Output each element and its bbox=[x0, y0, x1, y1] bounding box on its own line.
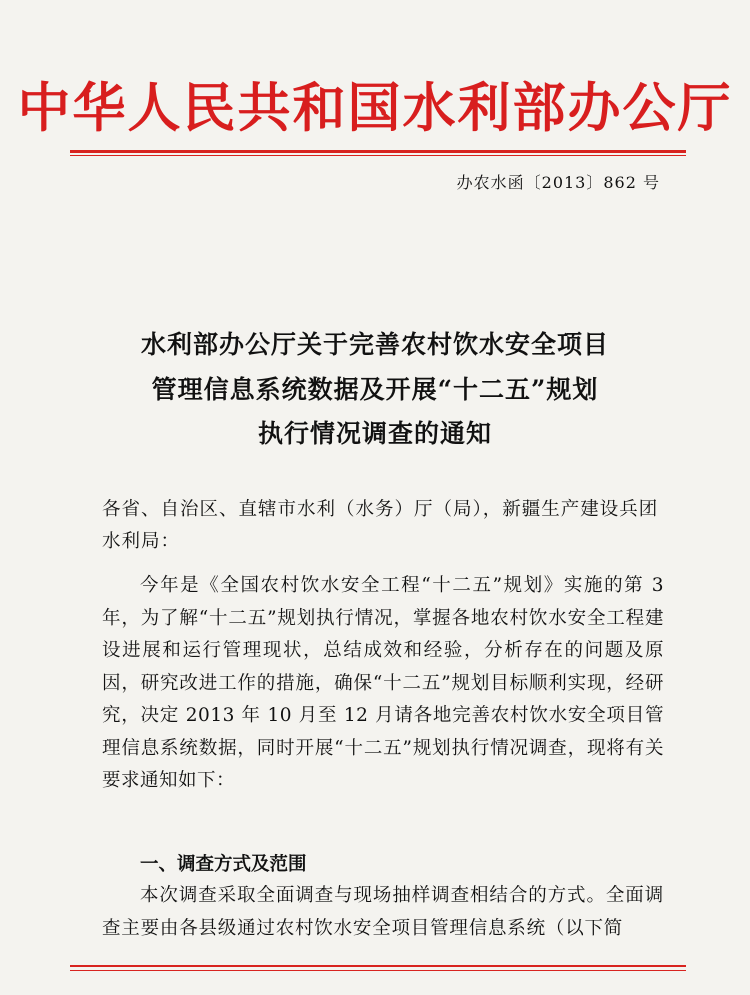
header-red-rule-thick bbox=[70, 150, 686, 153]
section-heading-1: 一、调查方式及范围 bbox=[140, 854, 307, 875]
issuing-office-title: 中华人民共和国水利部办公厅 bbox=[17, 77, 733, 139]
body-paragraph-2: 本次调查采取全面调查与现场抽样调查相结合的方式。全面调查主要由各县级通过农村饮水安全项目管理信息系统（以下简 bbox=[102, 885, 664, 939]
notice-title-line-2: 管理信息系统数据及开展“十二五”规划 bbox=[151, 375, 599, 404]
footer-red-rule-thin bbox=[70, 970, 686, 971]
footer-red-rule-thick bbox=[70, 965, 686, 967]
document-number: 办农水函〔2013〕862 号 bbox=[456, 173, 660, 192]
header-red-rule-thin bbox=[70, 155, 686, 156]
notice-title-line-3: 执行情况调查的通知 bbox=[257, 419, 492, 448]
notice-title-line-1: 水利部办公厅关于完善农村饮水安全项目 bbox=[140, 330, 609, 359]
addressee: 各省、自治区、直辖市水利（水务）厅（局），新疆生产建设兵团水利局： bbox=[102, 499, 659, 552]
body-paragraph-1: 今年是《全国农村饮水安全工程“十二五”规划》实施的第 3 年，为了解“十二五”规划执行情况，掌握各地农村饮水安全工程建设进展和运行管理现状，总结成效和经验，分析存在的问题及原因，研究改进工作的措施，确保“十二五”规划目标顺利实现，经研究，决定 2013 年 10 月至 12 月请各地完善农村饮水安全项目管理信息系统数据，同时开展“十二五”规划执行情况调查，现将有关要求通知如下： bbox=[102, 575, 664, 791]
